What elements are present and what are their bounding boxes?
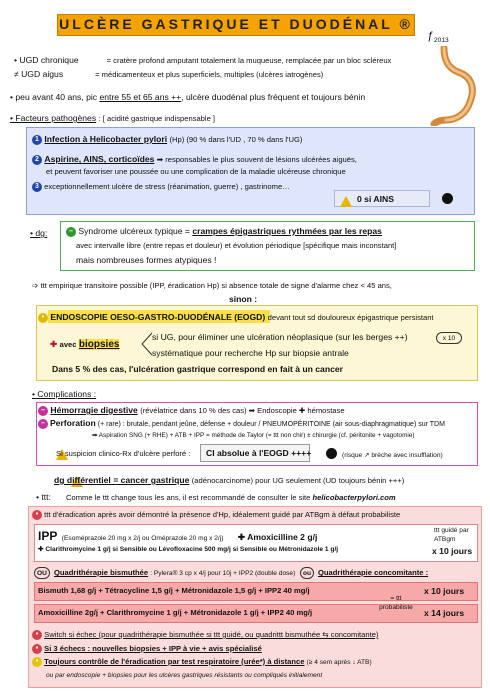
cause-1: 1 Infection à Helicobacter pylori (Hp) (90 % dans l'UD , 70 % dans l'UG) <box>32 134 302 145</box>
dg-label: • dg: <box>30 228 48 238</box>
suspicion-label: Si suspicion clinico-Rx d'ulcère perforé : <box>56 449 191 458</box>
ttt-text: Comme le ttt change tous les ans, il est recommandé de consulter le site helicobacterpylori.com <box>66 493 396 502</box>
control-line: • Toujours contrôle de l'éradication par test respiratoire (urée*) à distance (≥ 4 sem après ↓ ATB) <box>32 657 372 667</box>
author-signature: ƒ <box>427 30 434 42</box>
ou-badge-2: ou <box>300 567 314 579</box>
quadri-concomitante-label: Quadrithérapie concomitante : <box>318 568 429 577</box>
endoscopy-title: • ENDOSCOPIE OESO-GASTRO-DUODÉNALE (EOGD) devant tout sd douloureux épigastrique persistant <box>38 312 434 323</box>
warning-icon <box>340 196 352 207</box>
ou-badge: OU <box>34 567 50 579</box>
cause-2: 2 Aspirine, AINS, corticoïdes ➡ responsables le plus souvent de lésions ulcérées aiguës, <box>32 154 357 165</box>
ttt-empirique-line-2: sinon : <box>229 294 258 304</box>
intro-line-1: • UGD chronique = cratère profond amputant totalement la muqueuse, remplacée par un bloc scléreux <box>14 55 392 65</box>
clari-line: ✚ Clarithromycine 1 g/j si Sensible ou Lévofloxacine 500 mg/j si Sensible ou Métronidazole 1 g/j <box>38 546 339 553</box>
year-label: 2013 <box>434 37 449 44</box>
page-title: ULCÈRE GASTRIQUE ET DUODÉNAL ® <box>59 16 413 32</box>
cause-3: 3 exceptionnellement ulcère de stress (réanimation, guerre) , gastrinome… <box>32 182 290 192</box>
intro-line-2: ≠ UGD aigus = médicamenteux et plus superficiels, multiples (ulcères iatrogènes) <box>14 69 324 79</box>
intro-line-3: • peu avant 40 ans, pic entre 55 et 65 ans ++, ulcère duodénal plus fréquent et toujours bénin <box>10 92 366 102</box>
intro-line-4: • Facteurs pathogènes : [ acidité gastrique indispensable ] <box>10 113 216 123</box>
stomach-illustration <box>430 46 486 126</box>
complications-label: • Complications : <box>32 389 97 399</box>
biopsies-label: ✚ avec biopsies <box>50 339 120 350</box>
ci-absolute-label: CI absolue à l'EOGD ++++ <box>206 448 312 458</box>
cancer-note: Dans 5 % des cas, l'ulcération gastrique correspond en fait à un cancer <box>52 364 343 374</box>
ains-badge-label: 0 si AINS <box>357 194 394 204</box>
risk-note: (risque ↗ brèche avec insufflation) <box>342 452 443 459</box>
biopsy-purpose-2: systématique pour recherche Hp sur biopsie antrale <box>152 348 349 358</box>
x10-badge: x 10 <box>436 332 462 344</box>
dg-line-3: mais nombreuses formes atypiques ! <box>76 255 217 265</box>
switch-line: • Switch si échec (pour quadrithérapie bismuthée si ttt guidé, ou quadrittt bismuthée ⇆ concomitante) <box>32 630 378 640</box>
regimen-2: Amoxicilline 2g/j + Clarithromycine 1 g/j + Métronidazole 1 g/j + IPP2 40 mg/j <box>38 608 313 617</box>
regimen-1-duration: x 10 jours <box>424 586 465 596</box>
duration-10-days: x 10 jours <box>432 546 473 556</box>
biopsy-purpose-1: si UG, pour éliminer une ulcération néoplasique (sur les berges ++) <box>152 332 408 342</box>
differential-line: dg différentiel = cancer gastrique (adénocarcinome) pour UG seulement (UD toujours bénin +++) <box>54 475 405 485</box>
ttt-empirique-line-1: ➩ ttt empirique transitoire possible (IPP, éradication Hp) si absence totale de signe d'alarme chez < 45 ans, <box>32 281 392 290</box>
regimen-1: Bismuth 1,68 g/j + Tétracycline 1,5 g/j + Métronidazole 1,5 g/j + IPP2 40 mg/j <box>38 586 310 595</box>
dg-line-2: avec intervalle libre (entre repas et douleur) et évolution périodique [spécifique mais inconstant] <box>76 241 397 250</box>
hemorrhage-line: – Hémorragie digestive (révélatrice dans 10 % des cas) ➡ Endoscopie ✚ hémostase <box>38 405 345 416</box>
eradication-intro: • ttt d'éradication après avoir démontré la présence d'Hp, idéalement guidé par ATBgm à défaut probabiliste <box>32 510 400 520</box>
quadri-header: Quadrithérapie bismuthée : Pylera® 3 cp x 4/j pour 10j + IPP2 (double dose) <box>54 568 296 577</box>
last-line: ou par endoscopie + biopsies pour les ulcères gastriques résistants ou compliqués initialement <box>46 672 323 679</box>
failure-line: • Si 3 échecs : nouvelles biopsies + IPP à vie + avis spécialisé <box>32 644 262 654</box>
cause-2-detail: et peuvent favoriser une poussée ou une complication de la maladie ulcéreuse chronique <box>46 167 346 176</box>
regimen-2-duration: x 14 jours <box>424 608 465 618</box>
ttt-label: • ttt: <box>36 492 51 502</box>
bomb-icon <box>442 193 453 204</box>
dg-line-1: – Syndrome ulcéreux typique = crampes épigastriques rythmées par les repas <box>66 226 382 237</box>
perforation-line: – Perforation (+ rare) : brutale, pendant jeûne, défense + douleur / PNEUMOPÉRITOINE (air sous-diaphragmatique) sur TDM <box>38 418 445 430</box>
probabiliste-label: = ttt probabiliste <box>379 595 413 611</box>
bomb-icon <box>326 448 337 459</box>
guided-label: ttt guidé par ATBgm <box>434 527 469 543</box>
perforation-treatment: ➡ Aspiration SNG (+ RHE) + ATB + IPP = méthode de Taylor (= ttt non chir) ± chirurgie (cf. péritonite + vagotomie) <box>92 432 415 439</box>
ipp-line: IPP (Esoméprazole 20 mg x 2/j ou Oméprazole 20 mg x 2/j) ✚ Amoxicilline 2 g/j <box>38 529 318 543</box>
